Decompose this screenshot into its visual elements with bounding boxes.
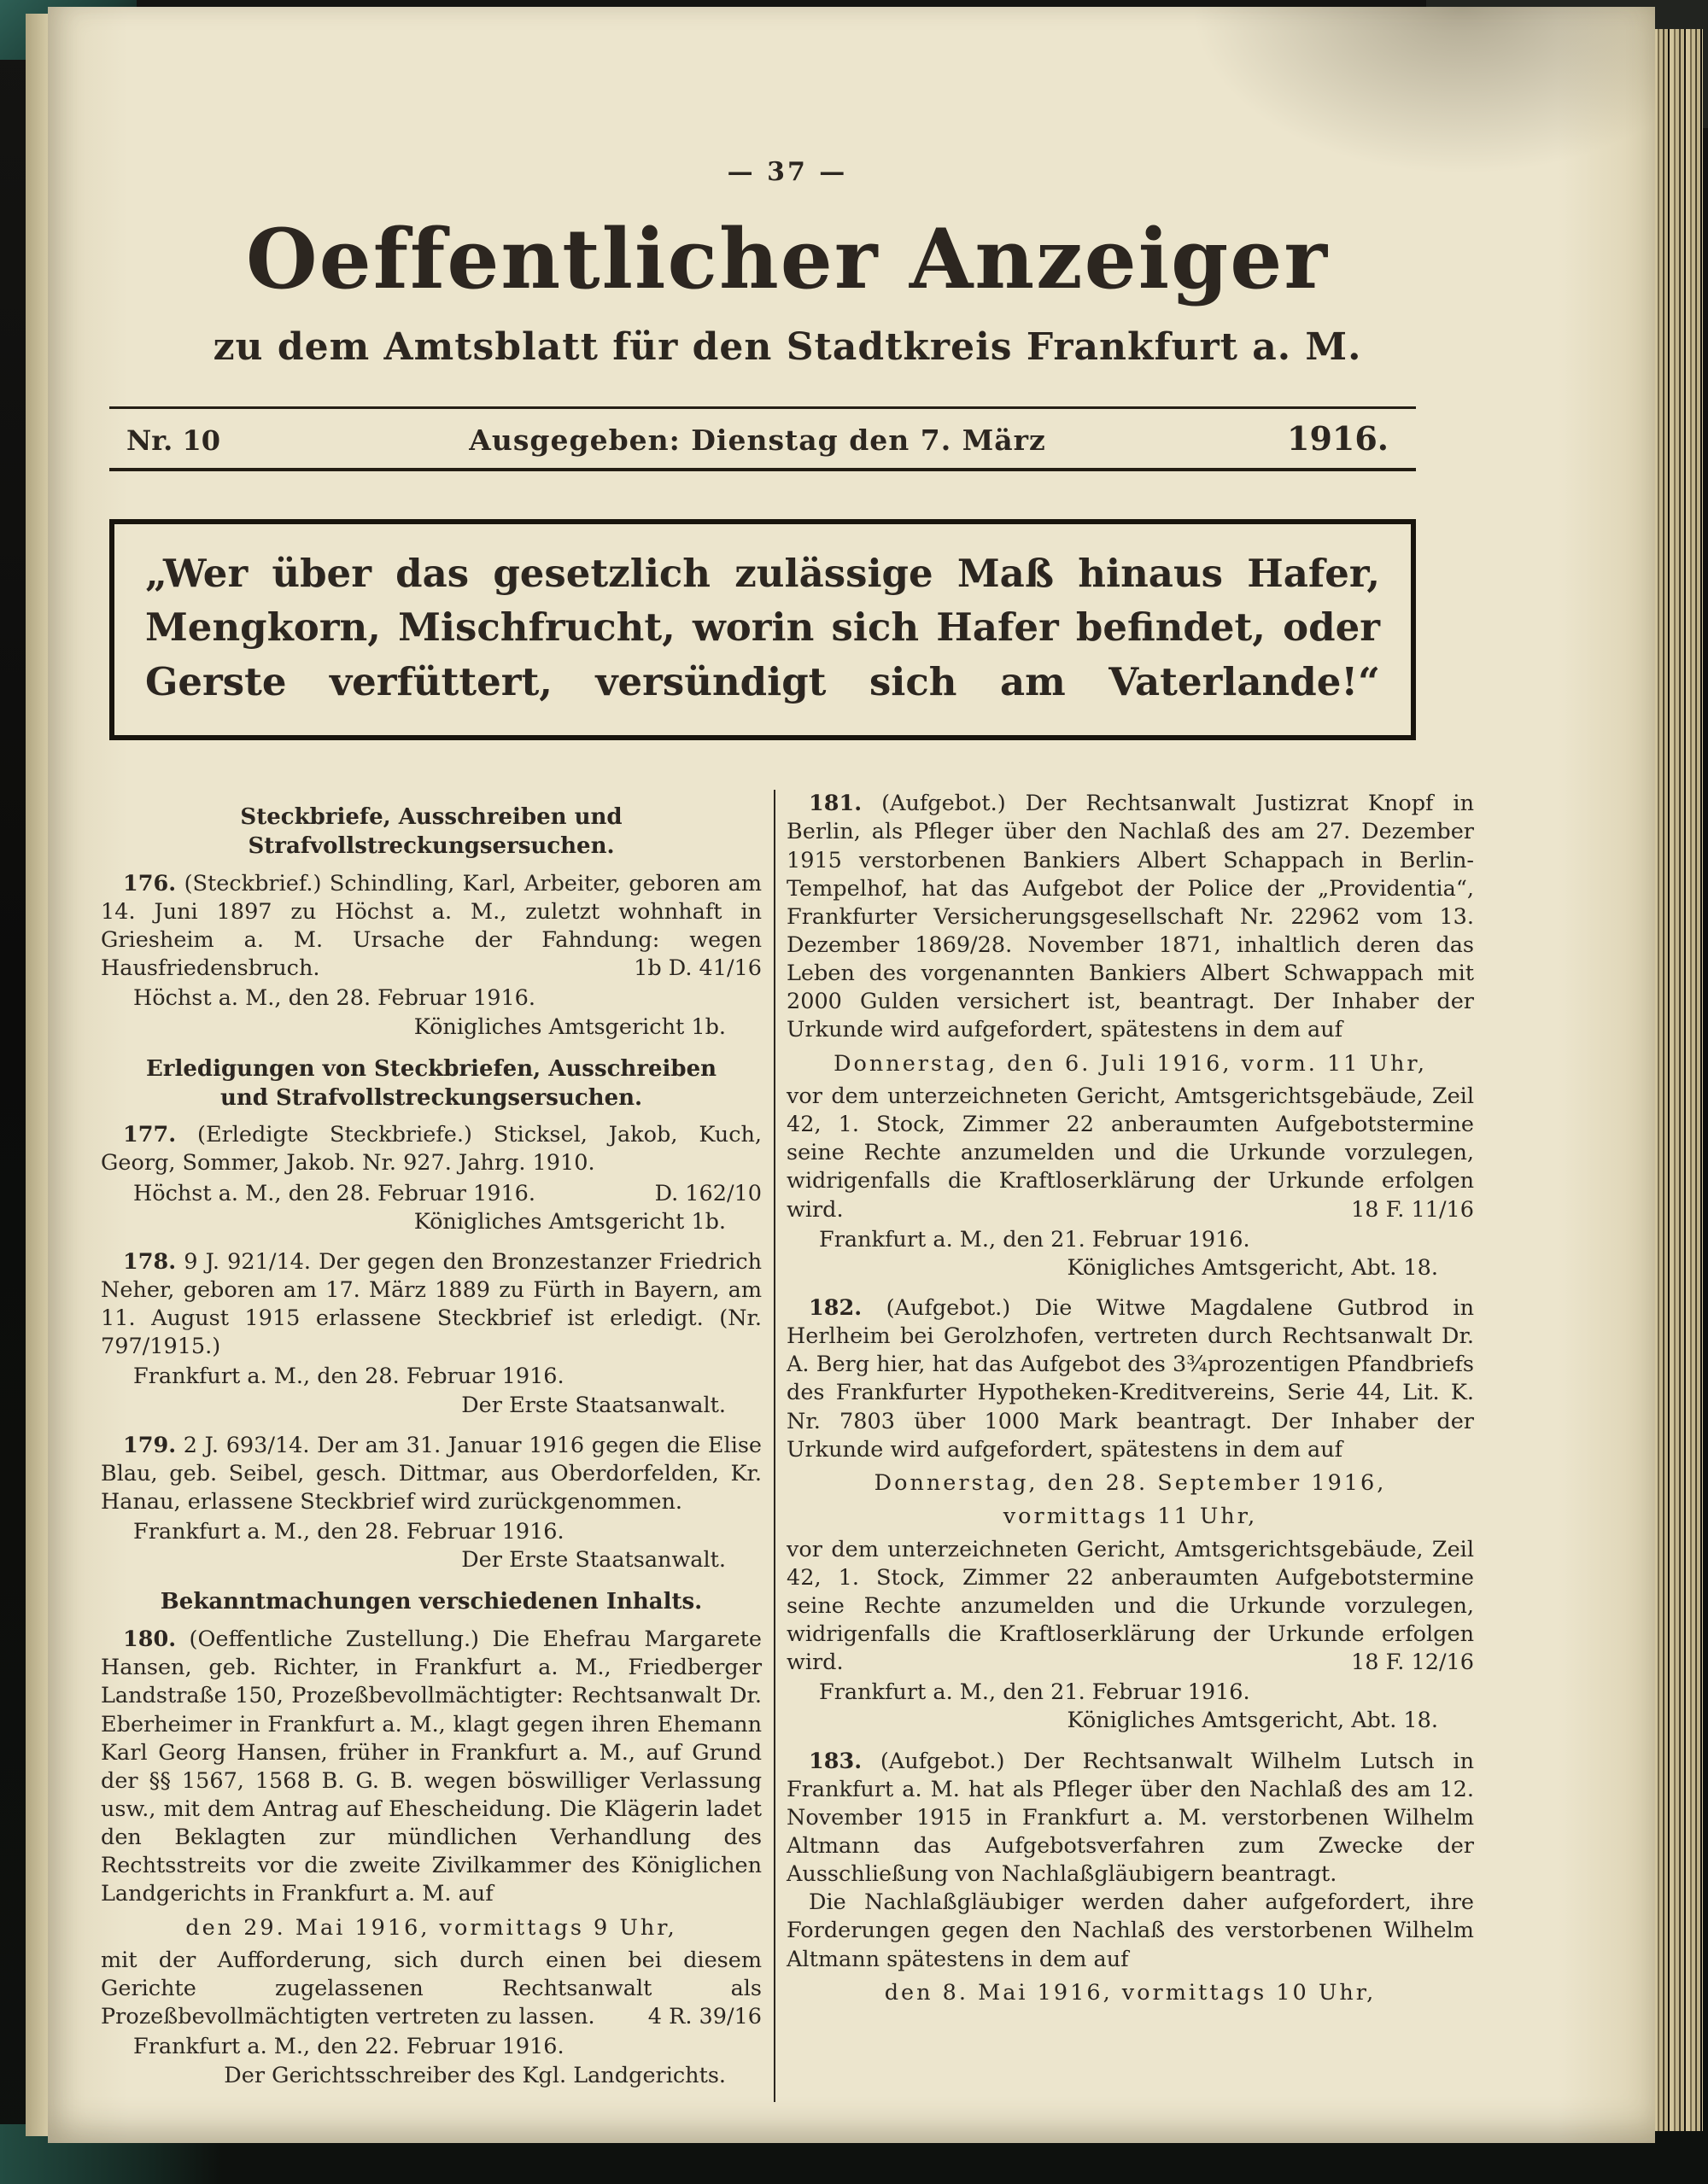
notice-number: 181.: [809, 791, 863, 817]
file-reference: 18 F. 11/16: [1351, 1196, 1474, 1223]
notice-item-183: [787, 1748, 1474, 2008]
hearing-date-line: Donnerstag, den 28. September 1916,: [874, 1469, 1387, 1496]
notice-body: 2 J. 693/14. Der am 31. Januar 1916 gegen die Elise Blau, geb. Seibel, gesch. Dittmar, aus Oberdorfelden, Kr. Hanau, erlassene Steckbrief wird zurückgenommen.: [101, 1432, 763, 1515]
notice-number: 182.: [809, 1294, 863, 1321]
notice-date: Höchst a. M., den 28. Februar 1916.: [133, 1180, 536, 1206]
file-reference: D. 162/10: [654, 1180, 763, 1206]
notice-item-177: [101, 1121, 762, 1236]
notice-text: [787, 790, 1474, 1044]
masthead-title: Oeffentlicher Anzeiger: [246, 211, 1329, 307]
notice-body: (Aufgebot.) Die Witwe Magdalene Gutbrod in Herlheim bei Gerolzhofen, vertreten durch Rechtsanwalt Dr. A. Berg hier, hat das Aufgebot des 3¾prozentigen Pfandbriefs des Frankfurter Hypotheken-Kreditvereins, Serie 44, Lit. K. Nr. 7803 über 1000 Mark beantragt. Der Inhaber der Urkunde wird aufgefordert, spätestens in dem auf: [787, 1294, 1474, 1463]
newspaper-page: [48, 7, 1655, 2143]
notice-item-178: [101, 1248, 762, 1420]
notice-date: Frankfurt a. M., den 21. Februar 1916.: [819, 1226, 1250, 1253]
notice-text: [101, 1121, 762, 1177]
notice-signature: Der Erste Staatsanwalt.: [461, 1547, 727, 1574]
notice-text: [101, 1432, 762, 1516]
notice-body: mit der Aufforderung, sich durch einen bei diesem Gerichte zugelassenen Rechtsanwalt als Prozeßbevollmächtigten vertreten zu lassen.: [101, 1947, 763, 2030]
notice-signature: Der Gerichtsschreiber des Kgl. Landgerichts.: [224, 2062, 727, 2088]
notice-body: Die Nachlaßgläubiger werden daher aufgefordert, ihre Forderungen gegen den Nachlaß des verstorbenen Wilhelm Altmann spätestens in dem auf: [787, 1889, 1474, 1972]
notice-text: [787, 1748, 1474, 1889]
proclamation-line-2: Mengkorn, Mischfrucht, worin sich Hafer befindet, oder: [145, 604, 1380, 651]
notice-signature: Der Erste Staatsanwalt.: [461, 1392, 727, 1418]
left-column: [101, 790, 762, 2101]
notice-item-182: [787, 1294, 1474, 1736]
notice-body: vor dem unterzeichneten Gericht, Amtsgerichtsgebäude, Zeil 42, 1. Stock, Zimmer 22 anberaumten Aufgebotstermine seine Rechte anzumelden und die Urkunde vorzulegen, widrigenfalls die Kraftloserklärung der Urkunde erfolgen wird.: [787, 1083, 1474, 1223]
notice-number: 178.: [123, 1248, 177, 1275]
notice-number: 177.: [123, 1122, 177, 1148]
notice-number: 180.: [123, 1626, 177, 1653]
column-divider-rule: [774, 790, 775, 2101]
notice-text: [787, 1294, 1474, 1464]
notice-body: (Aufgebot.) Der Rechtsanwalt Wilhelm Lutsch in Frankfurt a. M. hat als Pfleger über den Nachlaß des am 12. November 1915 in Frankfurt a. M. verstorbenen Wilhelm Altmann das Aufgebotsverfahren zum Zwecke der Ausschließung von Nachlaßgläubigern beantragt.: [787, 1748, 1475, 1888]
notice-body: vor dem unterzeichneten Gericht, Amtsgerichtsgebäude, Zeil 42, 1. Stock, Zimmer 22 anberaumten Aufgebotstermine seine Rechte anzumelden und die Urkunde vorzulegen, widrigenfalls die Kraftloserklärung der Urkunde erfolgen wird.: [787, 1536, 1474, 1676]
notice-text: [101, 1626, 762, 1908]
issue-bar: [109, 406, 1416, 471]
issue-number: Nr. 10: [126, 423, 220, 457]
notice-signature: Königliches Amtsgericht 1b.: [413, 1208, 727, 1235]
hearing-date-line: den 8. Mai 1916, vormittags 10 Uhr,: [884, 1979, 1377, 2006]
notice-signature: Königliches Amtsgericht 1b.: [413, 1013, 727, 1040]
hearing-time-line: vormittags 11 Uhr,: [1003, 1504, 1258, 1530]
hearing-date-line: Donnerstag, den 6. Juli 1916, vorm. 11 Uhr,: [834, 1050, 1427, 1077]
notice-item-181: [787, 790, 1474, 1282]
section-heading-steckbriefe: Steckbriefe, Ausschreiben und Strafvollstreckungsersuchen.: [240, 804, 623, 860]
file-reference: 1b D. 41/16: [634, 955, 763, 982]
notice-date: Höchst a. M., den 28. Februar 1916.: [133, 985, 536, 1012]
notice-date: Frankfurt a. M., den 28. Februar 1916.: [133, 1364, 564, 1390]
notice-date-with-reference: [101, 1180, 762, 1208]
notice-signature: Königliches Amtsgericht, Abt. 18.: [1067, 1708, 1438, 1734]
issue-year: 1916.: [1287, 418, 1389, 458]
notice-body: (Oeffentliche Zustellung.) Die Ehefrau Margarete Hansen, geb. Richter, in Frankfurt a. M., Friedberger Landstraße 150, Prozeßbevollmächtigter: Rechtsanwalt Dr. Eberheimer in Frankfurt a. M., klagt gegen ihren Ehemann Karl Georg Hansen, früher in Frankfurt a. M., auf Grund der §§ 1567, 1568 B. G. B. wegen böswilliger Verlassung usw., mit dem Antrag auf Ehescheidung. Die Klägerin ladet den Beklagten zur mündlichen Verhandlung des Rechtsstreits vor die zweite Zivilkammer des Königlichen Landgerichts in Frankfurt a. M. auf: [101, 1626, 763, 1907]
notice-number: 183.: [809, 1748, 863, 1774]
notice-item-180: [101, 1626, 762, 2090]
notice-text-continued: [101, 1947, 762, 2031]
notice-body: (Erledigte Steckbriefe.) Sticksel, Jakob, Kuch, Georg, Sommer, Jakob. Nr. 927. Jahrg. 1910.: [101, 1122, 763, 1177]
notice-text-continued: [787, 1536, 1474, 1678]
proclamation-box: [109, 519, 1416, 741]
proclamation-line-1: „Wer über das gesetzlich zulässige Maß hinaus Hafer,: [145, 550, 1380, 596]
notice-body: (Aufgebot.) Der Rechtsanwalt Justizrat Knopf in Berlin, als Pfleger über den Nachlaß des am 27. Dezember 1915 verstorbenen Bankiers Albert Schappach in Berlin-Tempelhof, hat das Aufgebot der Police der „Providentia“, Frankfurter Versicherungsgesellschaft Nr. 22962 vom 13. Dezember 1869/28. November 1871, inhaltlich deren das Leben des vorgenannten Bankiers Albert Schwappach mit 2000 Gulden versichert ist, beantragt. Der Inhaber der Urkunde wird aufgefordert, spätestens in dem auf: [787, 791, 1474, 1043]
issue-date: Ausgegeben: Dienstag den 7. März: [469, 423, 1046, 457]
section-heading-bekanntmachungen: Bekanntmachungen verschiedenen Inhalts.: [160, 1589, 703, 1615]
content-columns: [101, 790, 1474, 2101]
page-number: — 37 —: [727, 157, 848, 187]
notice-text-continued: [787, 1083, 1474, 1224]
notice-date: Frankfurt a. M., den 28. Februar 1916.: [133, 1519, 564, 1545]
notice-text-continued: [787, 1889, 1474, 1973]
notice-item-179: [101, 1432, 762, 1575]
notice-body: (Steckbrief.) Schindling, Karl, Arbeiter, geboren am 14. Juni 1897 zu Höchst a. M., zuletzt wohnhaft in Griesheim a. M. Ursache der Fahndung: wegen Hausfriedensbruch.: [101, 870, 763, 982]
notice-text: [101, 870, 762, 984]
notice-body: 9 J. 921/14. Der gegen den Bronzestanzer Friedrich Neher, geboren am 17. März 1889 zu Fürth in Bayern, am 11. August 1915 erlassene Steckbrief ist erledigt. (Nr. 797/1915.): [101, 1248, 763, 1360]
notice-number: 179.: [123, 1432, 177, 1458]
notice-date: Frankfurt a. M., den 22. Februar 1916.: [133, 2034, 564, 2060]
section-heading-erledigungen: Erledigungen von Steckbriefen, Ausschreiben und Strafvollstreckungsersuchen.: [145, 1055, 717, 1111]
proclamation-line-3: Gerste verfüttert, versündigt sich am Vaterlande!“: [145, 659, 1380, 705]
notice-item-176: [101, 870, 762, 1042]
hearing-date-line: den 29. Mai 1916, vormittags 9 Uhr,: [185, 1914, 677, 1941]
notice-text: [101, 1248, 762, 1362]
column-divider: [762, 790, 787, 2101]
right-column: [787, 790, 1474, 2101]
notice-number: 176.: [123, 870, 177, 896]
notice-date: Frankfurt a. M., den 21. Februar 1916.: [819, 1679, 1250, 1706]
masthead-subtitle: zu dem Amtsblatt für den Stadtkreis Frankfurt a. M.: [213, 324, 1362, 369]
file-reference: 18 F. 12/16: [1351, 1650, 1474, 1676]
page-content: [48, 7, 1655, 2102]
notice-signature: Königliches Amtsgericht, Abt. 18.: [1067, 1254, 1438, 1281]
page-stack-edges: [1653, 29, 1703, 2131]
file-reference: 4 R. 39/16: [647, 2004, 763, 2030]
